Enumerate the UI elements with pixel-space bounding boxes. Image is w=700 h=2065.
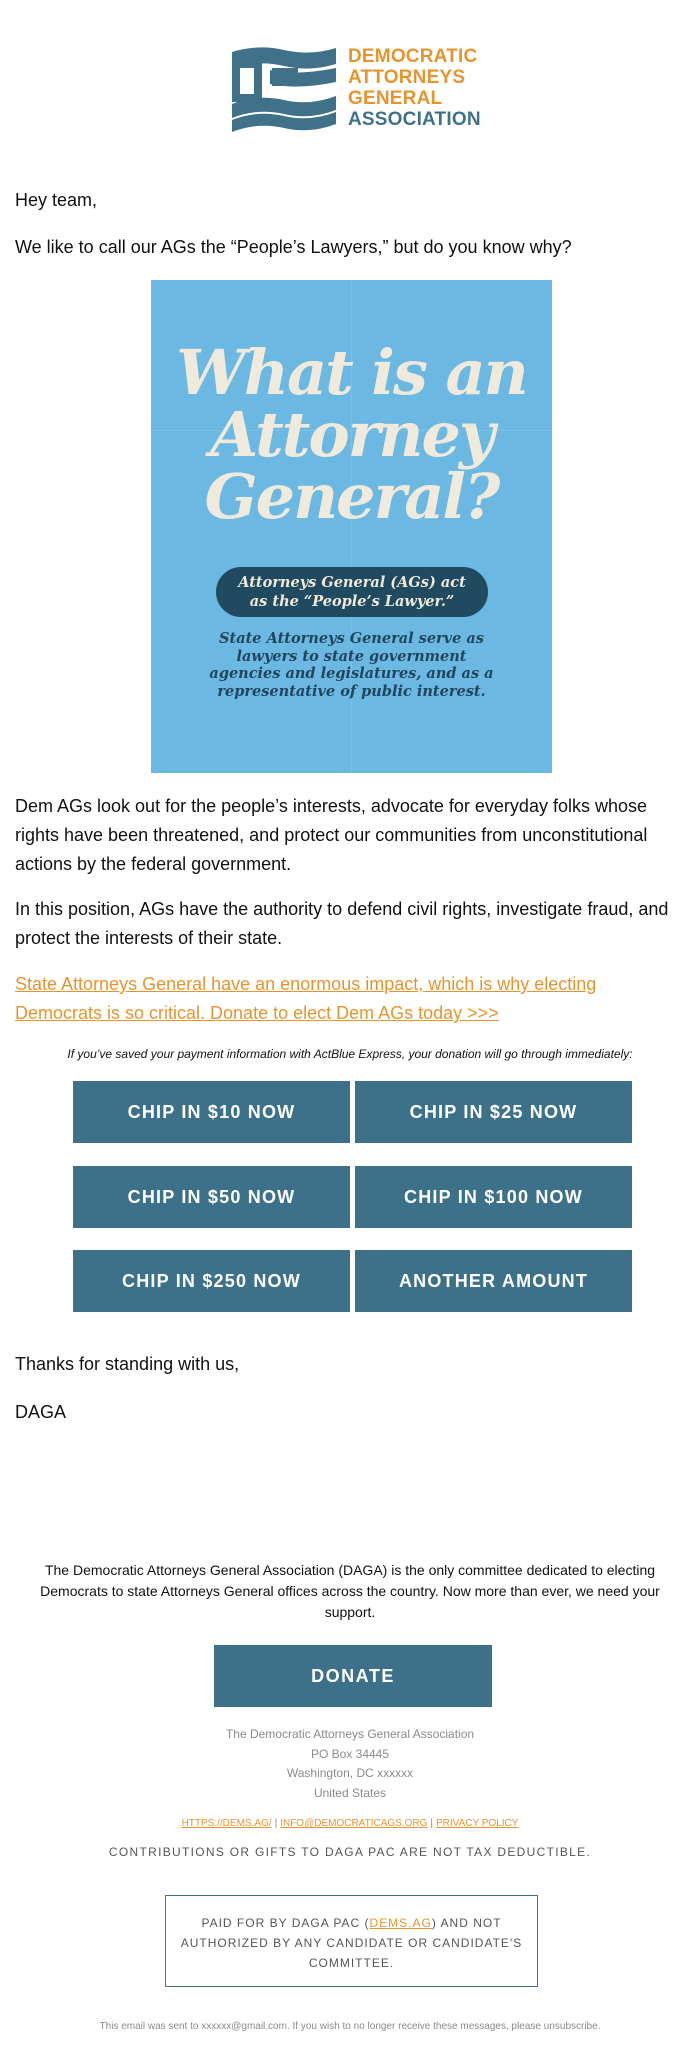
- address-line-1: The Democratic Attorneys General Association: [225, 1727, 475, 1741]
- chip-in-100-button[interactable]: CHIP IN $100 NOW: [355, 1166, 632, 1228]
- poster-subtext: [191, 630, 512, 700]
- address-line-4: United States: [313, 1785, 387, 1800]
- website-link[interactable]: HTTPS://DEMS.AG/: [181, 1818, 272, 1829]
- paid-for-prefix: PAID FOR BY DAGA PAC (: [201, 1916, 370, 1930]
- daga-logo[interactable]: [228, 44, 488, 134]
- logo-waves-icon: [228, 44, 340, 132]
- paragraph-2: In this position, AGs have the authority to defend civil rights, investigate fraud, and protect the interests of their state.: [15, 899, 669, 948]
- intro-text: We like to call our AGs the “People’s Lawyers,” but do you know why?: [15, 237, 572, 257]
- poster-pill-line-2: as the “People’s Lawyer.”: [249, 593, 455, 610]
- paragraph-1: Dem AGs look out for the people’s interests, advocate for everyday folks whose rights have been threatened, and protect our communities from unconstitutional actions by the federal government.: [15, 796, 648, 874]
- logo-line-1: DEMOCRATIC: [348, 46, 478, 67]
- logo-line-2: ATTORNEYS: [348, 67, 466, 88]
- poster-title-line-2: Attorney: [210, 398, 493, 471]
- poster-sub-line-3: agencies and legislatures, and as a: [209, 665, 494, 682]
- poster-sub-line-1: State Attorneys General serve as: [219, 630, 484, 647]
- link-separator-2: |: [430, 1818, 433, 1829]
- logo-wordmark: [348, 46, 481, 130]
- logo-line-4: ASSOCIATION: [348, 109, 481, 130]
- tax-deductible-note: CONTRIBUTIONS OR GIFTS TO DAGA PAC ARE NOT TAX DEDUCTIBLE.: [108, 1845, 592, 1859]
- chip-in-25-button[interactable]: CHIP IN $25 NOW: [355, 1081, 632, 1143]
- actblue-express-note: If you’ve saved your payment information with ActBlue Express, your donation will go through immediately:: [67, 1047, 633, 1061]
- chip-in-250-button[interactable]: CHIP IN $250 NOW: [73, 1250, 350, 1312]
- chip-in-10-button[interactable]: CHIP IN $10 NOW: [73, 1081, 350, 1143]
- poster-title: [151, 336, 552, 533]
- poster-title-line-3: General?: [204, 460, 499, 533]
- dems-ag-link[interactable]: DEMS.AG: [369, 1916, 432, 1930]
- signature: DAGA: [15, 1402, 67, 1422]
- logo-line-3: GENERAL: [348, 88, 443, 109]
- poster-sub-line-4: representative of public interest.: [217, 682, 486, 700]
- address-line-2: PO Box 34445: [310, 1746, 390, 1761]
- poster-sub-line-2: lawyers to state government: [236, 647, 467, 665]
- footer-links: [0, 1818, 700, 1829]
- sign-off: Thanks for standing with us,: [15, 1354, 240, 1374]
- greeting: Hey team,: [15, 190, 98, 210]
- attorney-general-poster: [151, 280, 552, 773]
- paid-for-suffix: ) AND NOT AUTHORIZED BY ANY CANDIDATE OR CANDIDATE'S COMMITTEE.: [180, 1916, 523, 1970]
- donate-cta-link[interactable]: State Attorneys General have an enormous impact, which is why electing Democrats is so critical. Donate to elect Dem AGs today >>>: [15, 974, 597, 1023]
- paid-for-disclaimer: [165, 1895, 538, 1987]
- address-line-3: Washington, DC xxxxxx: [286, 1766, 414, 1780]
- donate-button[interactable]: DONATE: [214, 1645, 492, 1707]
- mailing-address: [0, 1725, 700, 1803]
- privacy-policy-link[interactable]: PRIVACY POLICY: [436, 1818, 519, 1829]
- another-amount-button[interactable]: ANOTHER AMOUNT: [355, 1250, 632, 1312]
- chip-in-50-button[interactable]: CHIP IN $50 NOW: [73, 1166, 350, 1228]
- email-link[interactable]: INFO@DEMOCRATICAGS.ORG: [280, 1818, 428, 1829]
- link-separator-1: |: [274, 1818, 278, 1829]
- footer-blurb: The Democratic Attorneys General Association (DAGA) is the only committee dedicated to electing Democrats to state Attorneys General offices across the country. Now more than ever, we need your support.: [40, 1562, 660, 1620]
- poster-pill: [216, 567, 488, 617]
- poster-pill-line-1: Attorneys General (AGs) act: [238, 574, 466, 591]
- poster-title-line-1: What is an: [176, 336, 527, 409]
- unsubscribe-note: This email was sent to xxxxxx@gmail.com. If you wish to no longer receive these messages, please unsubscribe.: [99, 2021, 601, 2032]
